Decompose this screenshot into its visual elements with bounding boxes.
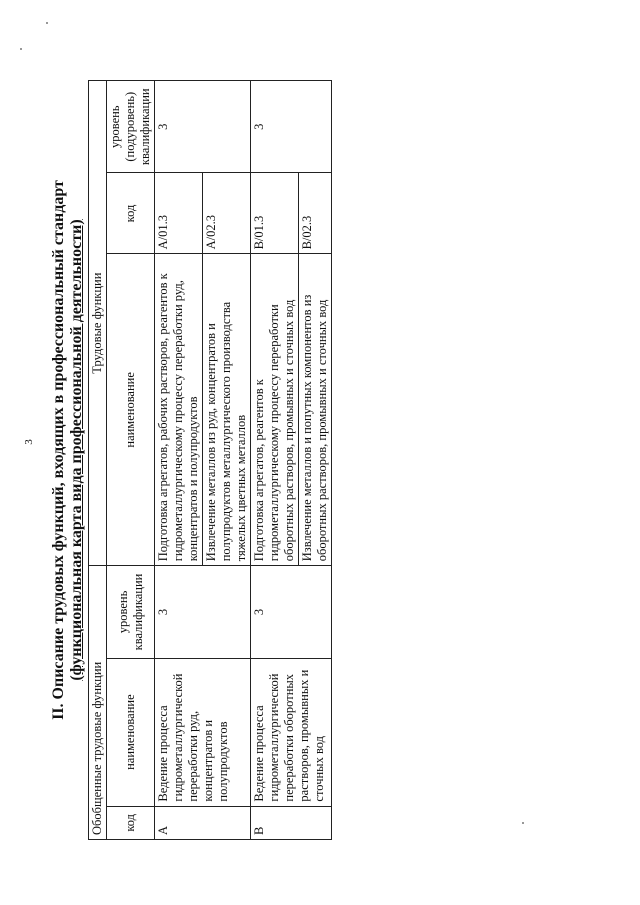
function-code: В/02.3 — [299, 173, 332, 254]
row-name: Ведение процесса гидрометаллургической переработки руд, концентратов и полупродуктов — [155, 658, 251, 806]
table-row — [155, 81, 203, 840]
function-name: Подготовка агрегатов, рабочих растворов, реагентов к гидрометаллургическому процессу переработки руд, концентратов и полупродуктов — [155, 254, 203, 566]
row-code: А — [155, 806, 251, 839]
heading-line-2: (функциональная карта вида профессиональной деятельности) — [68, 219, 85, 681]
header-code: код — [107, 806, 155, 839]
function-name: Извлечение металлов из руд, концентратов и полупродуктов металлургического производства тяжелых цветных металлов — [203, 254, 251, 566]
header-function-code: код — [107, 173, 155, 254]
heading-line-1: II. Описание трудовых функций, входящих в профессиональный стандарт — [50, 180, 67, 720]
group-labor-functions: Трудовые функции — [89, 81, 107, 566]
row-code: В — [251, 806, 332, 839]
section-heading — [50, 60, 86, 840]
row-level: 3 — [155, 566, 251, 658]
header-name: наименование — [107, 658, 155, 806]
functional-map-table — [88, 80, 332, 840]
function-name: Подготовка агрегатов, реагентов к гидрометаллургическому процессу переработки оборотных растворов, промывных и сточных вод — [251, 254, 299, 566]
table-row — [251, 81, 299, 840]
function-code: В/01.3 — [251, 173, 299, 254]
scan-speck — [46, 22, 48, 24]
function-code: А/02.3 — [203, 173, 251, 254]
header-level: уровень квалификации — [107, 566, 155, 658]
group-generalized-functions: Обобщенные трудовые функции — [89, 566, 107, 840]
header-function-level: уровень (подуровень) квалификации — [107, 81, 155, 174]
function-code: А/01.3 — [155, 173, 203, 254]
table-header-row — [107, 81, 155, 840]
function-level: 3 — [155, 81, 251, 174]
scan-speck — [20, 48, 22, 50]
page-number: 3 — [22, 439, 35, 445]
function-level: 3 — [251, 81, 332, 174]
rotated-sheet — [50, 60, 332, 840]
scan-speck — [522, 822, 524, 824]
row-level: 3 — [251, 566, 332, 658]
header-function-name: наименование — [107, 254, 155, 566]
row-name: Ведение процесса гидрометаллургической переработки оборотных растворов, промывных и сточных вод — [251, 658, 332, 806]
table-group-header-row — [89, 81, 107, 840]
function-name: Извлечение металлов и попутных компонентов из оборотных растворов, промывных и сточных вод — [299, 254, 332, 566]
